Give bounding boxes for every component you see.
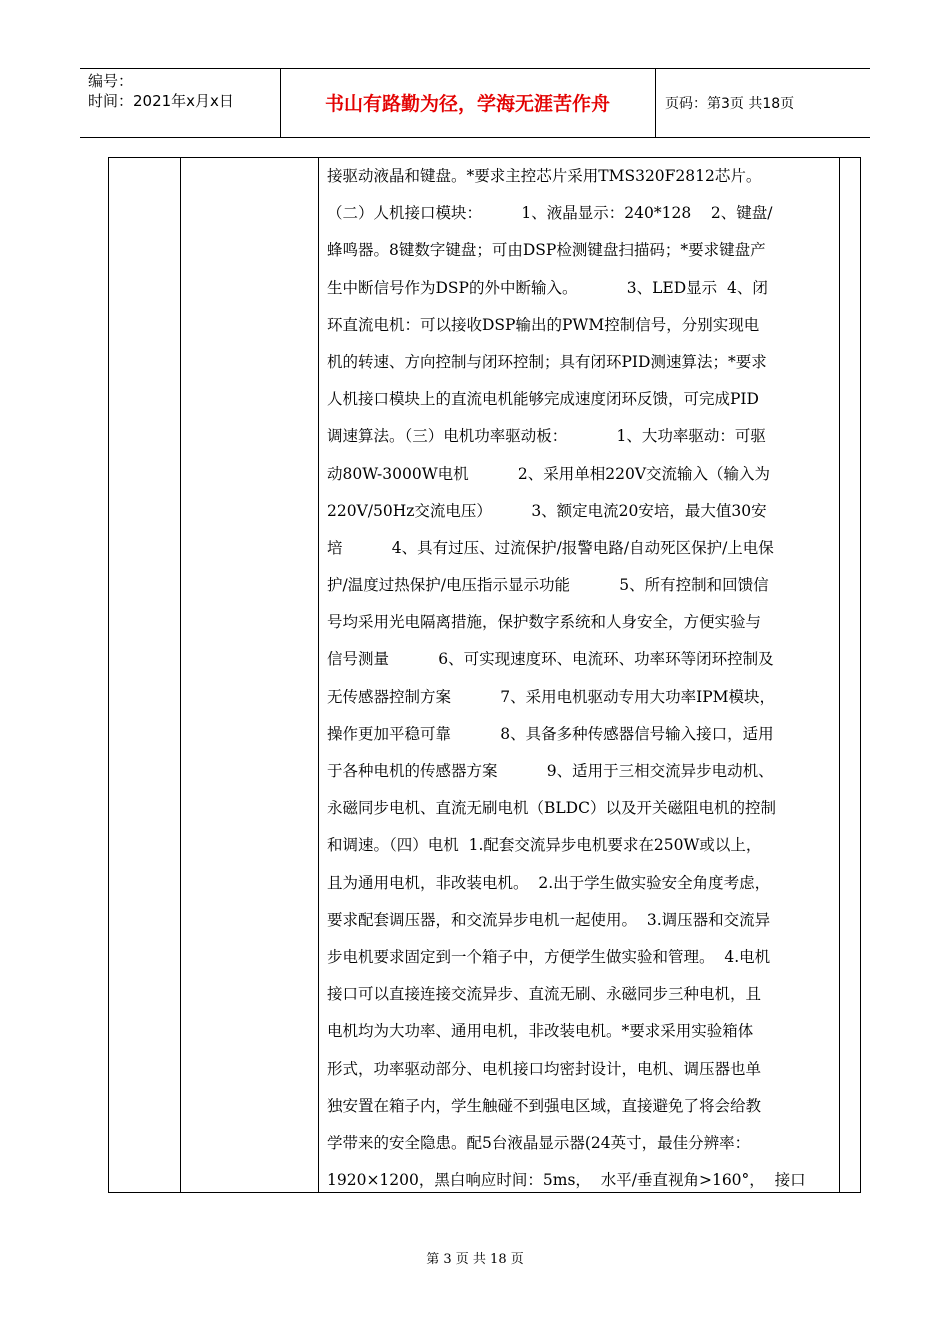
spec-description-cell	[319, 158, 833, 1199]
table-column-border	[839, 158, 840, 1192]
text-line: 于各种电机的传感器方案 9、适用于三相交流异步电动机、	[327, 762, 774, 780]
page-footer: 第 3 页 共 18 页	[426, 1252, 524, 1267]
text-line: 人机接口模块上的直流电机能够完成速度闭环反馈，可完成PID	[327, 390, 759, 409]
text-line: 动80W-3000W电机 2、采用单相220V交流输入（输入为	[327, 464, 771, 483]
text-line: 无传感器控制方案 7、采用电机驱动专用大功率IPM模块，	[327, 687, 776, 706]
text-line: 步电机要求固定到一个箱子中，方便学生做实验和管理。 4.电机	[327, 947, 771, 966]
text-line: 环直流电机：可以接收DSP输出的PWM控制信号，分别实现电	[327, 315, 760, 334]
text-line: 永磁同步电机、直流无刷电机（BLDC）以及开关磁阻电机的控制	[327, 799, 776, 818]
text-line: 操作更加平稳可靠 8、具备多种传感器信号输入接口，适用	[327, 724, 774, 743]
table-column-border	[180, 158, 181, 1192]
text-line: 生中断信号作为DSP的外中断输入。 3、LED显示 4、闭	[327, 278, 768, 297]
text-line: 护/温度过热保护/电压指示显示功能 5、所有控制和回馈信	[327, 576, 769, 595]
text-line: 调速算法。（三）电机功率驱动板： 1、大功率驱动：可驱	[327, 427, 766, 446]
text-line: 和调速。（四）电机 1.配套交流异步电机要求在250W或以上，	[327, 836, 762, 855]
text-line: 号均采用光电隔离措施，保护数字系统和人身安全，方便实验与	[327, 613, 762, 632]
text-line: 独安置在箱子内，学生触碰不到强电区域，直接避免了将会给教	[327, 1096, 762, 1115]
number-label: 编号：	[88, 72, 134, 90]
text-line: 电机均为大功率、通用电机，非改装电机。*要求采用实验箱体	[327, 1022, 754, 1041]
text-line: 培 4、具有过压、过流保护/报警电路/自动死区保护/上电保	[327, 538, 774, 557]
text-line: 220V/50Hz交流电压） 3、额定电流20安培，最大值30安	[327, 501, 767, 520]
text-line: 1920×1200，黑白响应时间：5ms， 水平/垂直视角>160°， 接口	[327, 1171, 806, 1190]
text-line: 信号测量 6、可实现速度环、电流环、功率环等闭环控制及	[327, 650, 774, 669]
text-line: 蜂鸣器。8键数字键盘；可由DSP检测键盘扫描码；*要求键盘产	[327, 241, 766, 260]
header-divider	[655, 69, 656, 137]
text-line: 接驱动液晶和键盘。*要求主控芯片采用TMS320F2812芯片。	[327, 167, 762, 185]
text-line: 且为通用电机，非改装电机。 2.出于学生做实验安全角度考虑，	[327, 873, 771, 892]
time-label: 时间：2021年x月x日	[88, 92, 234, 110]
text-line: 形式，功率驱动部分、电机接口均密封设计，电机、调压器也单	[327, 1059, 762, 1078]
header-meta	[88, 71, 234, 111]
text-line: 接口可以直接连接交流异步、直流无刷、永磁同步三种电机，且	[327, 985, 762, 1004]
spec-table	[108, 157, 861, 1193]
page-header	[80, 68, 870, 138]
text-line: 机的转速、方向控制与闭环控制；具有闭环PID测速算法；*要求	[327, 352, 767, 371]
header-page-info: 页码：第3页 共18页	[665, 96, 795, 112]
text-line: （二）人机接口模块： 1、液晶显示：240*128 2、键盘/	[327, 204, 773, 223]
text-line: 要求配套调压器，和交流异步电机一起使用。 3.调压器和交流异	[327, 910, 771, 929]
header-motto: 书山有路勤为径，学海无涯苦作舟	[324, 93, 610, 115]
text-line: 学带来的安全隐患。配5台液晶显示器(24英寸，最佳分辨率：	[327, 1133, 751, 1152]
